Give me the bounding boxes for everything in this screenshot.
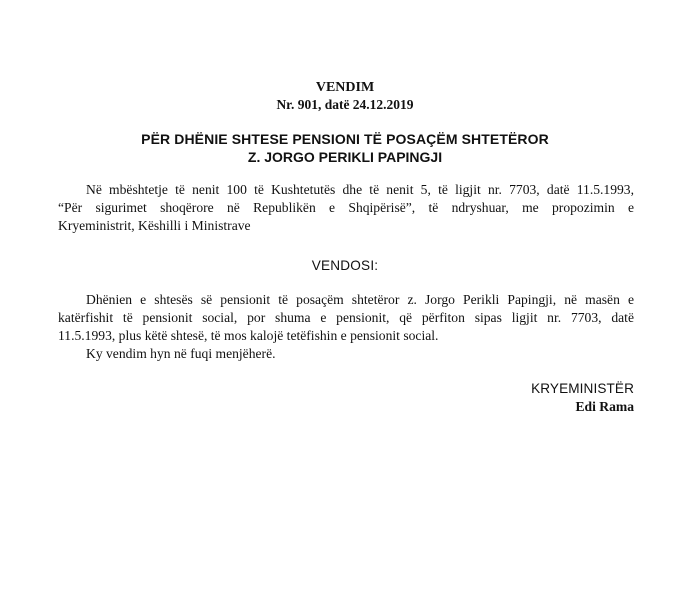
article-1-line: 11.5.1993, plus këtë shtesë, të mos kalojë tetëfishin e pensionit social. [58, 328, 439, 343]
signature-title: KRYEMINISTËR [531, 381, 634, 396]
decision-number-date: Nr. 901, datë 24.12.2019 [276, 97, 414, 112]
document-title: VENDIM [315, 80, 375, 95]
signature-name: Edi Rama [575, 399, 634, 414]
article-1-line: Dhënien e shtesës së pensionit të posaçëm shtetëror z. Jorgo Perikli Papingji, në masën e [86, 292, 634, 307]
decision-heading-line-1: PËR DHËNIE SHTESE PENSIONI TË POSAÇËM SHTETËROR [141, 131, 549, 147]
preamble-line: “Për sigurimet shoqërore në Republikën e Shqipërisë”, të ndryshuar, me propozimin e [58, 200, 634, 215]
article-2-paragraph: Ky vendim hyn në fuqi menjëherë. [86, 346, 276, 361]
article-1-paragraph [58, 291, 634, 345]
decision-heading-line-2: Z. JORGO PERIKLI PAPINGJI [247, 149, 443, 165]
preamble-line: Në mbështetje të nenit 100 të Kushtetutës dhe të nenit 5, të ligjit nr. 7703, datë 11.5.1993, [86, 182, 634, 197]
preamble-line: Kryeministrit, Këshilli i Ministrave [58, 218, 251, 233]
preamble-paragraph [58, 181, 634, 235]
decides-heading: VENDOSI: [311, 258, 379, 273]
article-1-line: katërfishit të pensionit social, por shuma e pensionit, që përfiton sipas ligjit nr. 7703, datë [58, 310, 634, 325]
